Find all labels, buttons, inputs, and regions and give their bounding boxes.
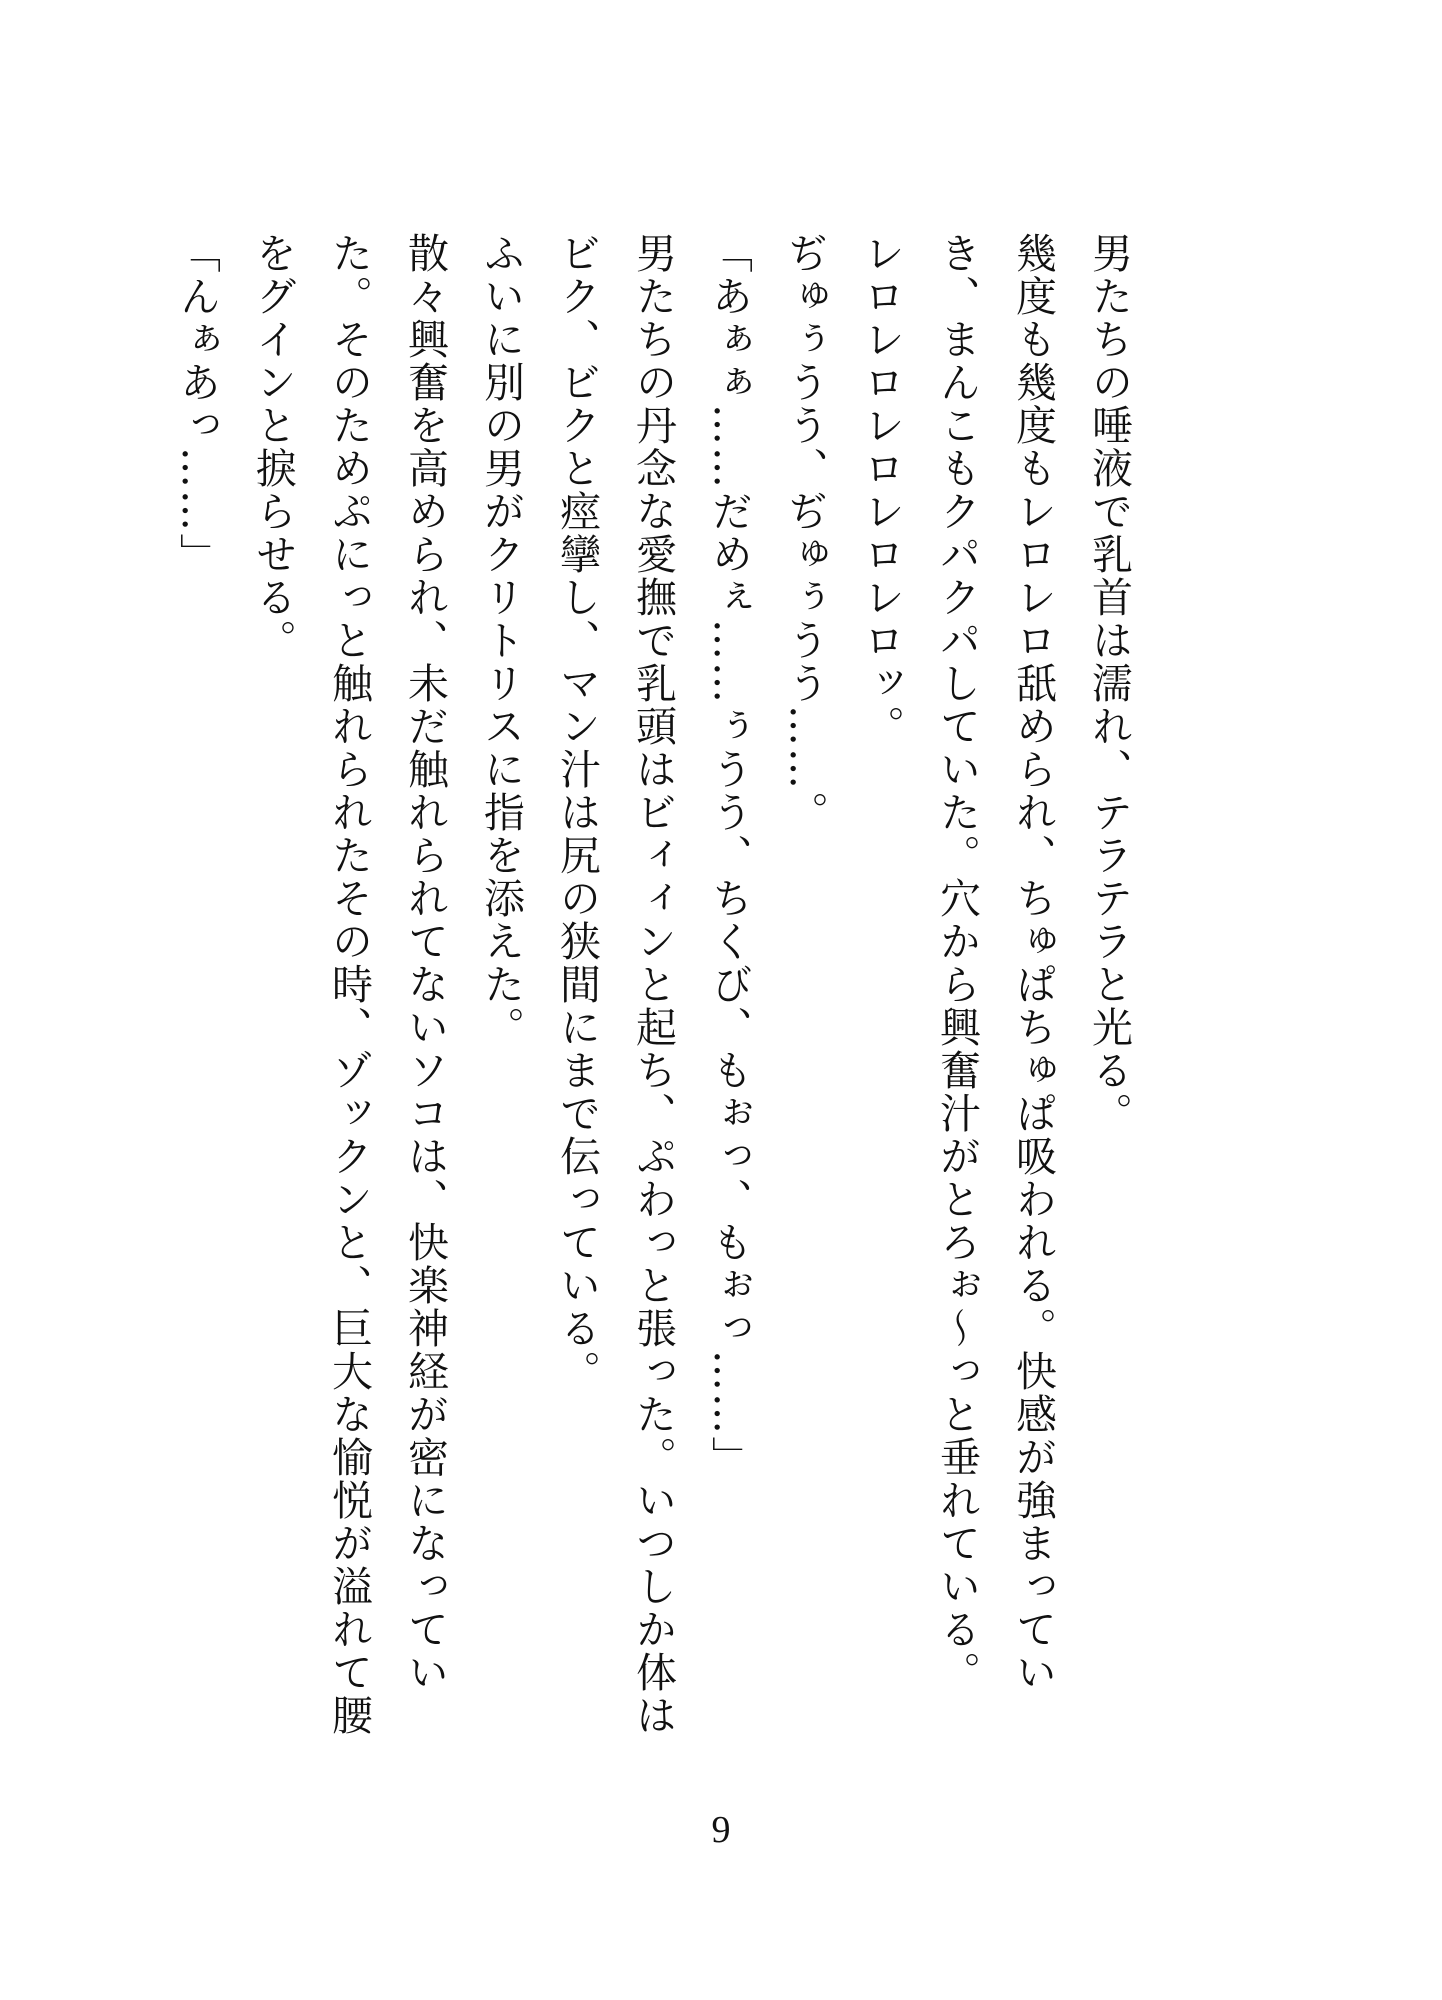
paragraph: ふいに別の男がクリトリスに指を添えた。 [477, 232, 525, 1049]
paragraph: 幾度も幾度もレロレロ舐められ、ちゅぱちゅぱ吸われる。快感が強まっていき、まんこもクパクパしていた。穴から興奮汁がとろぉ〜っと垂れている。 [933, 232, 1057, 1694]
paragraph: 男たちの丹念な愛撫で乳頭はビィィンと起ち、ぷわっと張った。いつしか体はビク、ビクと痙攣し、マン汁は尻の狭間にまで伝っている。 [553, 232, 677, 1737]
body-text [159, 232, 1147, 1752]
paragraph: 散々興奮を高められ、未だ触れられてないソコは、快楽神経が密になっていた。そのためぷにっと触れられたその時、ゾックンと、巨大な愉悦が溢れて腰をグインと捩らせる。 [249, 232, 449, 1737]
paragraph: ぢゅぅうう、ぢゅぅうう……。 [781, 232, 829, 834]
dialogue-paragraph: 「あぁぁ……だめぇ……ぅうう、ちくび、もぉっ、もぉっ……」 [705, 232, 753, 1479]
dialogue-paragraph: 「んぁあっ……」 [173, 232, 221, 576]
paragraph: レロレロレロレロレロッ。 [857, 232, 905, 748]
page-number: 9 [711, 1809, 731, 1851]
paragraph: 男たちの唾液で乳首は濡れ、テラテラと光る。 [1085, 232, 1133, 1135]
